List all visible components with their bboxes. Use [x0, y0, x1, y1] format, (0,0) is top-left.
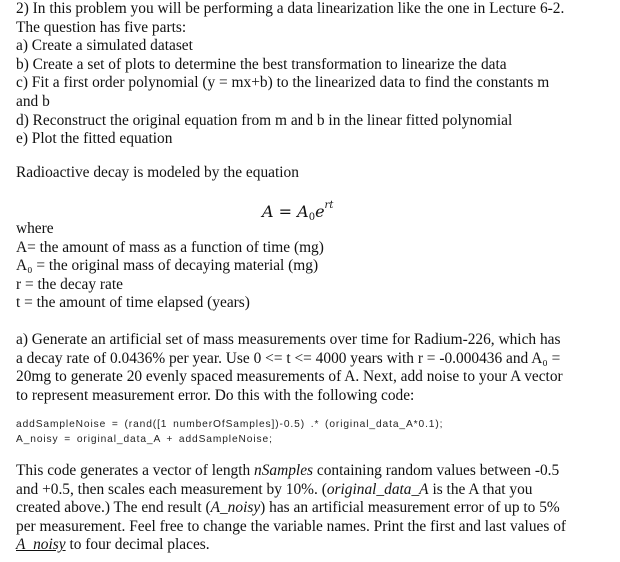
explanation-text: This code generates a vector of length — [16, 462, 255, 479]
part-list-item: and b — [16, 92, 50, 110]
definitions-block — [16, 220, 614, 313]
explanation-text: and +0.5, then scales each measurement by 10%. ( — [16, 480, 327, 498]
part-a-line: a decay rate of 0.0436% per year. Use 0 <= t <= 4000 years with r = -0.000436 and A₀ = — [16, 349, 561, 367]
definition-item: A₀ = the original mass of decaying material (mg) — [16, 257, 319, 275]
explanation-line-1 — [16, 462, 614, 481]
intro-line-1: 2) In this problem you will be performing a data linearization like the one in Lecture 6-2. — [16, 0, 565, 17]
equation-equals: = — [273, 202, 298, 221]
variable-nsamples: nSamples — [254, 462, 314, 479]
explanation-text: ) has an artificial measurement error of up to 5% — [260, 499, 560, 517]
code-block — [16, 417, 614, 447]
definition-item: t = the amount of time elapsed (years) — [16, 294, 250, 312]
explanation-text: to four decimal places. — [65, 536, 210, 554]
where-label: where — [16, 220, 54, 237]
part-list-item: d) Reconstruct the original equation from m and b in the linear fitted polynomial — [16, 111, 513, 129]
explanation-line-4: per measurement. Feel free to change the variable names. Print the first and last values of — [16, 517, 567, 535]
intro-line-2: The question has five parts: — [16, 18, 187, 36]
variable-original-data: original_data_A — [326, 480, 429, 498]
part-list-item: e) Plot the fitted equation — [16, 130, 173, 148]
explanation-line-3 — [16, 499, 614, 518]
variable-a-noisy-underlined: A_noisy — [16, 536, 66, 554]
part-list-item: c) Fit a first order polynomial (y = mx+b) to the linearized data to find the constants m — [16, 74, 550, 92]
part-list-item: a) Create a simulated dataset — [16, 37, 193, 55]
intro-block — [16, 0, 614, 149]
explanation-line-2 — [16, 481, 614, 500]
code-line: A_noisy = original_data_A + addSampleNoise; — [16, 434, 273, 445]
definition-item: A= the amount of mass as a function of time (mg) — [16, 238, 324, 256]
model-sentence: Radioactive decay is modeled by the equation — [16, 164, 299, 181]
part-a-line: to represent measurement error. Do this with the following code: — [16, 386, 415, 404]
part-a-block — [16, 331, 614, 405]
equation-lhs: A — [262, 202, 274, 221]
part-a-line: a) Generate an artificial set of mass measurements over time for Radium-226, which has — [16, 331, 561, 348]
part-list-item: b) Create a set of plots to determine the best transformation to linearize the data — [16, 55, 507, 73]
variable-a-noisy: A_noisy — [210, 499, 261, 517]
equation-base: A — [297, 202, 309, 221]
explanation-line-5 — [16, 536, 614, 555]
explanation-text: created above.) The end result ( — [16, 499, 211, 517]
explanation-text: is the A that you — [428, 480, 533, 498]
explanation-text: containing random values between -0.5 — [313, 462, 560, 479]
equation-e: e — [315, 202, 325, 221]
explanation-block — [16, 462, 614, 555]
code-line: addSampleNoise = (rand([1 numberOfSamples])-0.5) .* (original_data_A*0.1); — [16, 419, 444, 430]
equation-exponent: rt — [324, 200, 334, 211]
part-a-line: 20mg to generate 20 evenly spaced measurements of A. Next, add noise to your A vector — [16, 368, 563, 386]
definition-item: r = the decay rate — [16, 275, 123, 293]
equation-subscript: 0 — [308, 212, 316, 223]
